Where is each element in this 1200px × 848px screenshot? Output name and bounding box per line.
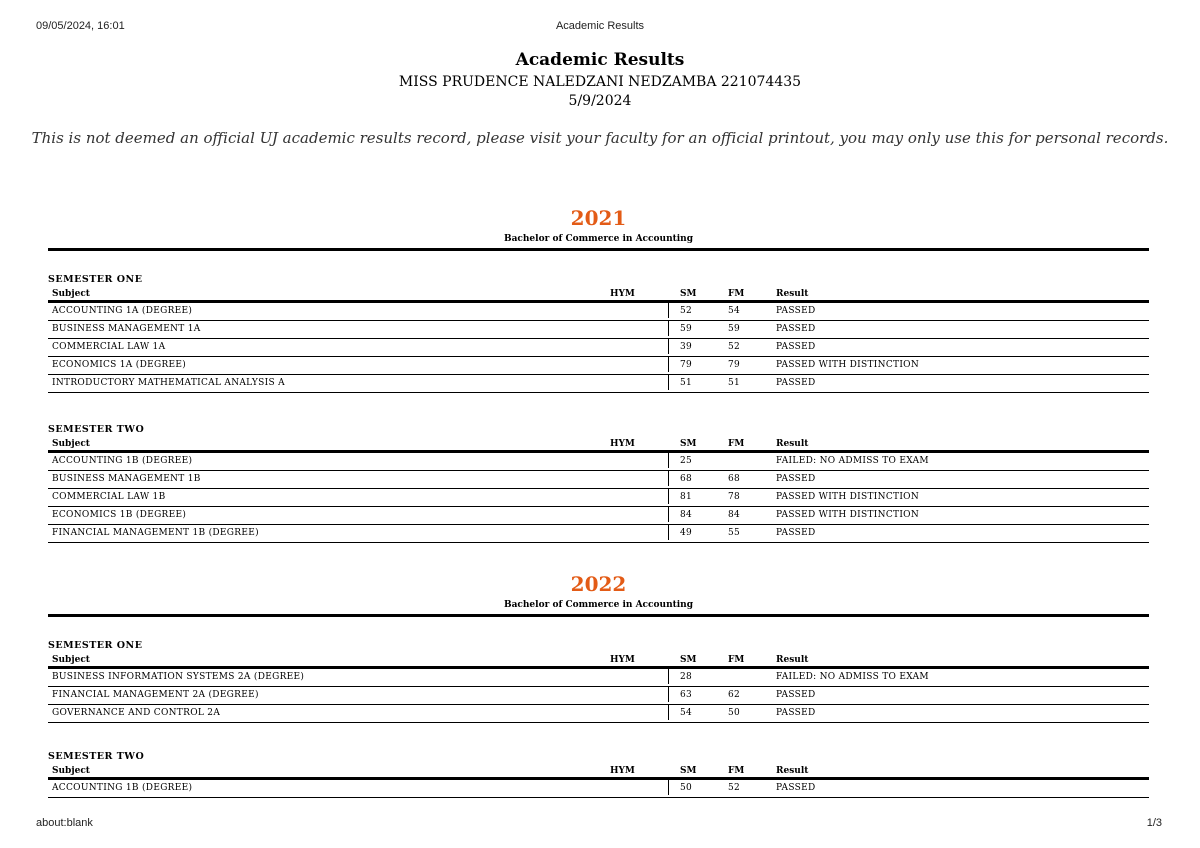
col-result: Result — [776, 766, 809, 776]
table-row — [48, 705, 1149, 723]
cell-sm: 84 — [680, 510, 693, 520]
col-result: Result — [776, 439, 809, 449]
cell-fm: 54 — [728, 306, 741, 316]
cell-result: FAILED: NO ADMISS TO EXAM — [776, 456, 929, 466]
student-name: MISS PRUDENCE NALEDZANI NEDZAMBA 221074435 — [398, 74, 802, 90]
col-sm: SM — [680, 289, 697, 299]
semester-title: SEMESTER ONE — [48, 640, 143, 651]
column-separator — [668, 507, 669, 522]
col-subject: Subject — [52, 289, 90, 299]
cell-subject: ACCOUNTING 1A (DEGREE) — [52, 306, 193, 316]
table-row — [48, 357, 1149, 375]
cell-result: PASSED — [776, 690, 816, 700]
disclaimer: This is not deemed an official UJ academic results record, please visit your faculty for an official printout, you may only use this for personal records. — [31, 129, 1169, 147]
document-date: 5/9/2024 — [568, 93, 632, 109]
table-row — [48, 471, 1149, 489]
col-result: Result — [776, 655, 809, 665]
column-separator — [668, 780, 669, 795]
cell-fm: 68 — [728, 474, 741, 484]
table-row — [48, 525, 1149, 543]
cell-fm: 79 — [728, 360, 741, 370]
table-header — [48, 652, 1149, 666]
cell-sm: 63 — [680, 690, 693, 700]
table-row — [48, 687, 1149, 705]
col-result: Result — [776, 289, 809, 299]
col-hym: HYM — [610, 289, 635, 299]
document-title: Academic Results — [515, 50, 685, 70]
program-name: Bachelor of Commerce in Accounting — [503, 234, 694, 244]
cell-subject: GOVERNANCE AND CONTROL 2A — [52, 708, 221, 718]
column-separator — [668, 375, 669, 390]
cell-result: PASSED — [776, 378, 816, 388]
cell-subject: COMMERCIAL LAW 1A — [52, 342, 166, 352]
col-subject: Subject — [52, 439, 90, 449]
cell-sm: 81 — [680, 492, 693, 502]
col-subject: Subject — [52, 655, 90, 665]
print-url: about:blank — [36, 817, 93, 829]
cell-sm: 28 — [680, 672, 693, 682]
cell-result: PASSED WITH DISTINCTION — [776, 510, 920, 520]
table-row — [48, 321, 1149, 339]
table-row — [48, 780, 1149, 798]
column-separator — [668, 705, 669, 720]
column-separator — [668, 303, 669, 318]
table-row — [48, 339, 1149, 357]
cell-fm: 55 — [728, 528, 741, 538]
col-hym: HYM — [610, 655, 635, 665]
col-sm: SM — [680, 766, 697, 776]
cell-subject: ECONOMICS 1B (DEGREE) — [52, 510, 187, 520]
table-row — [48, 453, 1149, 471]
column-separator — [668, 669, 669, 684]
cell-fm: 62 — [728, 690, 741, 700]
col-fm: FM — [728, 766, 745, 776]
column-separator — [668, 525, 669, 540]
col-sm: SM — [680, 439, 697, 449]
cell-sm: 25 — [680, 456, 693, 466]
col-sm: SM — [680, 655, 697, 665]
year-title: 2022 — [570, 572, 627, 596]
print-datetime: 09/05/2024, 16:01 — [36, 20, 125, 32]
semester-2022-one — [48, 640, 1149, 723]
column-separator — [668, 453, 669, 468]
column-separator — [668, 471, 669, 486]
cell-result: PASSED — [776, 708, 816, 718]
cell-sm: 50 — [680, 783, 693, 793]
table-row — [48, 669, 1149, 687]
cell-fm: 59 — [728, 324, 741, 334]
cell-sm: 39 — [680, 342, 693, 352]
year-title: 2021 — [570, 206, 627, 230]
col-fm: FM — [728, 439, 745, 449]
table-row — [48, 375, 1149, 393]
cell-sm: 52 — [680, 306, 693, 316]
cell-fm: 52 — [728, 783, 741, 793]
year-block-2022 — [48, 572, 1149, 617]
cell-result: PASSED — [776, 783, 816, 793]
semester-2022-two — [48, 751, 1149, 798]
cell-fm: 78 — [728, 492, 741, 502]
cell-subject: BUSINESS MANAGEMENT 1B — [52, 474, 201, 484]
cell-fm: 84 — [728, 510, 741, 520]
cell-sm: 68 — [680, 474, 693, 484]
column-separator — [668, 321, 669, 336]
table-row — [48, 303, 1149, 321]
cell-result: PASSED — [776, 474, 816, 484]
divider — [48, 248, 1149, 251]
table-body — [48, 303, 1149, 393]
col-subject: Subject — [52, 766, 90, 776]
cell-subject: ECONOMICS 1A (DEGREE) — [52, 360, 187, 370]
semester-title: SEMESTER TWO — [48, 751, 145, 762]
column-separator — [668, 357, 669, 372]
program-name: Bachelor of Commerce in Accounting — [503, 600, 694, 610]
cell-result: PASSED WITH DISTINCTION — [776, 492, 920, 502]
table-row — [48, 489, 1149, 507]
cell-fm: 50 — [728, 708, 741, 718]
cell-subject: FINANCIAL MANAGEMENT 1B (DEGREE) — [52, 528, 259, 538]
col-hym: HYM — [610, 766, 635, 776]
cell-result: PASSED — [776, 528, 816, 538]
cell-result: PASSED — [776, 324, 816, 334]
cell-result: FAILED: NO ADMISS TO EXAM — [776, 672, 929, 682]
table-header — [48, 286, 1149, 300]
print-page-title: Academic Results — [555, 20, 645, 32]
cell-fm: 52 — [728, 342, 741, 352]
cell-subject: BUSINESS INFORMATION SYSTEMS 2A (DEGREE) — [52, 672, 305, 682]
cell-result: PASSED — [776, 342, 816, 352]
cell-sm: 49 — [680, 528, 693, 538]
table-header — [48, 763, 1149, 777]
cell-result: PASSED — [776, 306, 816, 316]
cell-subject: INTRODUCTORY MATHEMATICAL ANALYSIS A — [52, 378, 285, 388]
cell-subject: ACCOUNTING 1B (DEGREE) — [52, 456, 193, 466]
semester-title: SEMESTER TWO — [48, 424, 145, 435]
col-fm: FM — [728, 655, 745, 665]
col-hym: HYM — [610, 439, 635, 449]
cell-subject: COMMERCIAL LAW 1B — [52, 492, 166, 502]
year-block-2021 — [48, 206, 1149, 251]
column-separator — [668, 339, 669, 354]
cell-subject: FINANCIAL MANAGEMENT 2A (DEGREE) — [52, 690, 259, 700]
cell-sm: 51 — [680, 378, 693, 388]
table-body — [48, 780, 1149, 798]
cell-sm: 54 — [680, 708, 693, 718]
cell-subject: BUSINESS MANAGEMENT 1A — [52, 324, 201, 334]
cell-result: PASSED WITH DISTINCTION — [776, 360, 920, 370]
cell-subject: ACCOUNTING 1B (DEGREE) — [52, 783, 193, 793]
semester-2021-one — [48, 274, 1149, 393]
divider — [48, 614, 1149, 617]
table-body — [48, 669, 1149, 723]
table-header — [48, 436, 1149, 450]
print-page-number: 1/3 — [1146, 817, 1162, 829]
semester-title: SEMESTER ONE — [48, 274, 143, 285]
column-separator — [668, 489, 669, 504]
cell-sm: 79 — [680, 360, 693, 370]
cell-sm: 59 — [680, 324, 693, 334]
column-separator — [668, 687, 669, 702]
table-body — [48, 453, 1149, 543]
table-row — [48, 507, 1149, 525]
col-fm: FM — [728, 289, 745, 299]
semester-2021-two — [48, 424, 1149, 543]
cell-fm: 51 — [728, 378, 741, 388]
